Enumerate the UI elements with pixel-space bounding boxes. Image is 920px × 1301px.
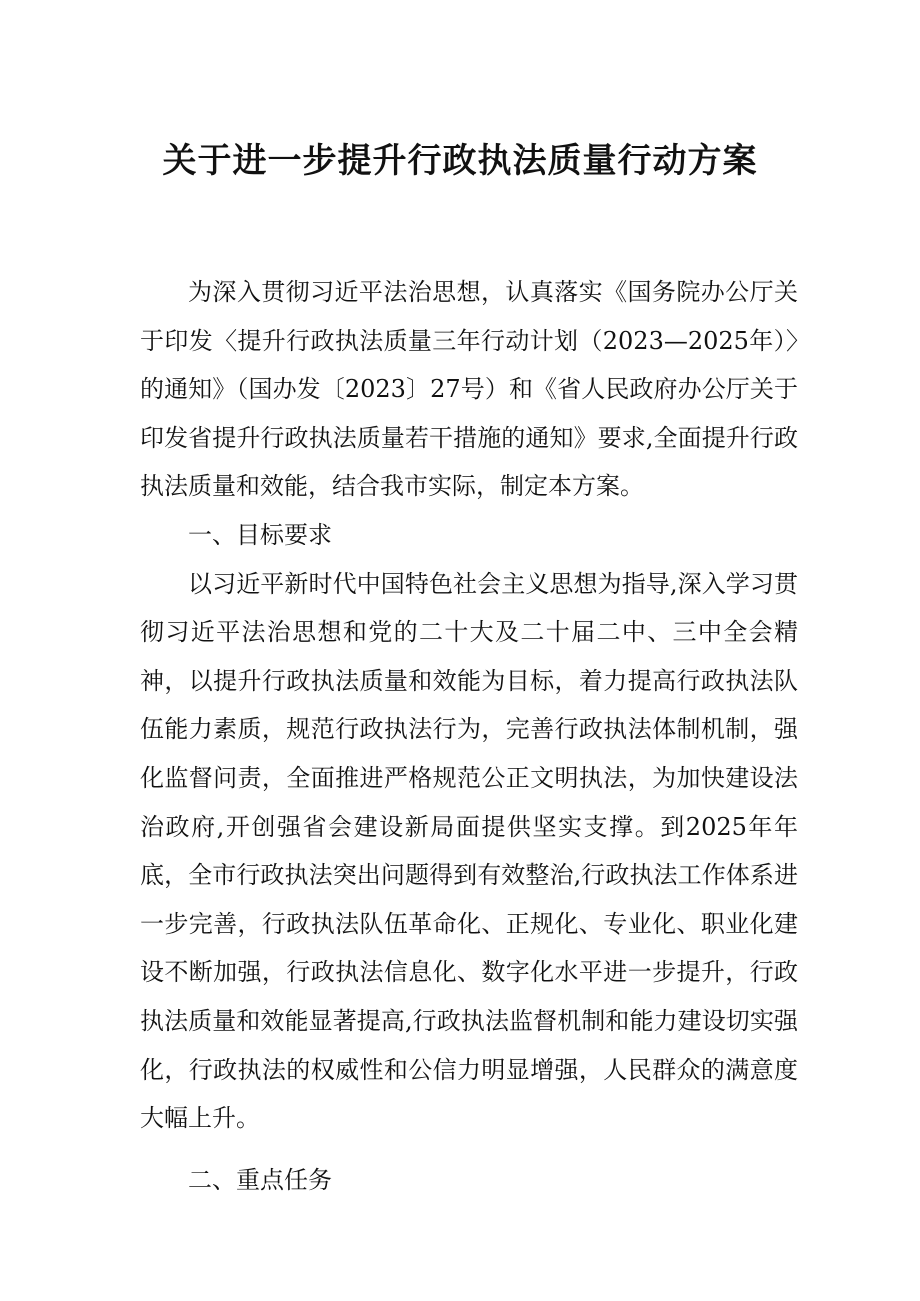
section-heading-goals: 一、目标要求 [188, 520, 332, 549]
intro-paragraph: 为深入贯彻习近平法治思想，认真落实《国务院办公厅关于印发〈提升行政执法质量三年行动计划（2023—2025年）〉的通知》（国办发〔2023〕27号）和《省人民政府办公厅关于印发省提升行政执法质量若干措施的通知》要求,全面提升行政执法质量和效能，结合我市实际，制定本方案。 [140, 278, 798, 501]
goals-paragraph: 以习近平新时代中国特色社会主义思想为指导,深入学习贯彻习近平法治思想和党的二十大及二十届二中、三中全会精神，以提升行政执法质量和效能为目标，着力提高行政执法队伍能力素质，规范行政执法行为，完善行政执法体制机制，强化监督问责，全面推进严格规范公正文明执法，为加快建设法治政府,开创强省会建设新局面提供坚实支撑。到2025年年底，全市行政执法突出问题得到有效整治,行政执法工作体系进一步完善，行政执法队伍革命化、正规化、专业化、职业化建设不断加强，行政执法信息化、数字化水平进一步提升，行政执法质量和效能显著提高,行政执法监督机制和能力建设切实强化，行政执法的权威性和公信力明显增强，人民群众的满意度大幅上升。 [140, 569, 798, 1133]
document-body [140, 268, 798, 1204]
document-title: 关于进一步提升行政执法质量行动方案 [162, 140, 758, 181]
section-heading-key-tasks: 二、重点任务 [188, 1165, 332, 1194]
